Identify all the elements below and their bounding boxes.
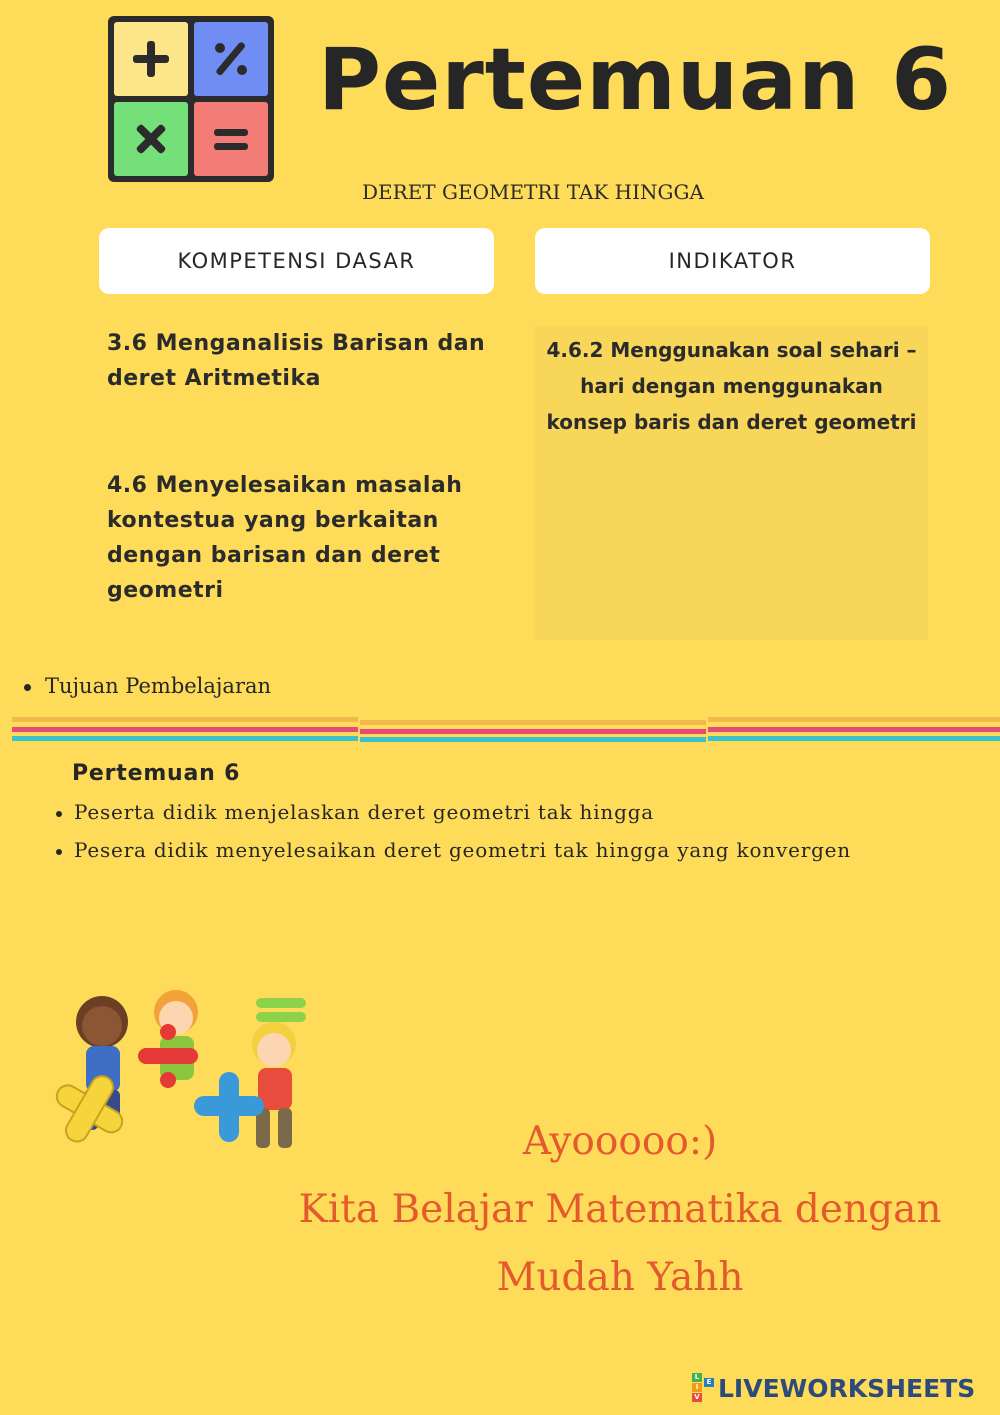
kompetensi-dasar-header: KOMPETENSI DASAR <box>99 228 494 294</box>
kompetensi-item-2: 4.6 Menyelesaikan masalah kontestua yang berkaitan dengan barisan dan deret geometri <box>107 473 463 603</box>
liveworksheets-logo <box>692 1373 975 1403</box>
tujuan-bullet-text: Peserta didik menjelaskan deret geometri tak hingga <box>74 800 655 824</box>
page-subtitle: DERET GEOMETRI TAK HINGGA <box>362 180 704 204</box>
kompetensi-item-1: 3.6 Menganalisis Barisan dan deret Aritmetika <box>107 331 486 391</box>
tujuan-bullet-text: Pesera didik menyelesaikan deret geometri tak hingga yang konvergen <box>74 838 851 862</box>
plus-icon <box>114 22 188 96</box>
decorative-stripes <box>12 717 1000 742</box>
times-icon <box>114 102 188 176</box>
motto-text <box>270 1108 970 1312</box>
tujuan-pembelajaran-label <box>24 674 271 698</box>
equals-icon <box>194 102 268 176</box>
motto-line-3: Mudah Yahh <box>496 1255 744 1300</box>
indikator-box <box>535 326 928 640</box>
tujuan-bullet-2 <box>56 838 851 862</box>
tujuan-bullet-1 <box>56 800 654 824</box>
percent-icon <box>194 22 268 96</box>
bullet-dot <box>24 684 31 691</box>
motto-line-2: Kita Belajar Matematika dengan <box>298 1187 942 1232</box>
tujuan-label-text: Tujuan Pembelajaran <box>45 674 272 698</box>
liveworksheets-brand: LIVEWORKSHEETS <box>718 1373 976 1403</box>
bullet-dot <box>56 811 62 817</box>
page-title: Pertemuan 6 <box>318 30 953 130</box>
indikator-header: INDIKATOR <box>535 228 930 294</box>
bullet-dot <box>56 849 62 855</box>
indikator-text: 4.6.2 Menggunakan soal sehari – hari dengan menggunakan konsep baris dan deret geometri <box>546 338 917 434</box>
tujuan-heading: Pertemuan 6 <box>72 761 241 786</box>
liveworksheets-icon: L I V E <box>692 1373 716 1403</box>
calculator-logo <box>108 16 274 182</box>
motto-line-1: Ayooooo:) <box>522 1119 718 1164</box>
